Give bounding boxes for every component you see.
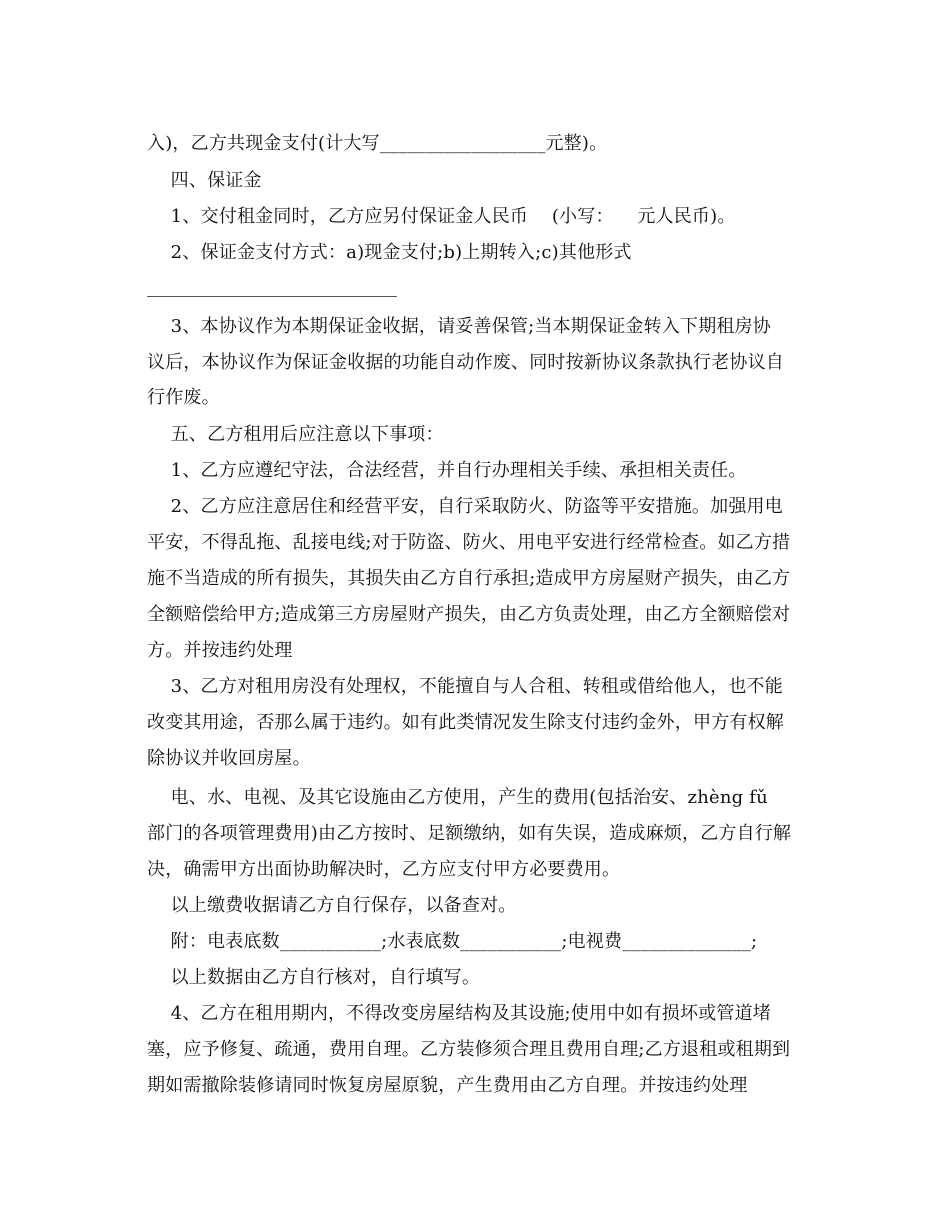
text-line: 1、交付租金同时，乙方应另付保证金人民币 (小写： 元人民币)。 — [147, 206, 736, 227]
text-line: 平安，不得乱拖、乱接电线;对于防盗、防火、用电平安进行经常检查。如乙方措 — [147, 532, 791, 553]
text-line: 塞，应予修复、疏通，费用自理。乙方装修须合理且费用自理;乙方退租或租期到 — [147, 1039, 791, 1060]
text-line: 以上缴费收据请乙方自行保存，以备查对。 — [147, 895, 517, 916]
text-line: 入)，乙方共现金支付(计大写__________________元整)。 — [147, 133, 608, 154]
text-line: 以上数据由乙方自行核对，自行填写。 — [147, 967, 481, 988]
text-line: 电、水、电视、及其它设施由乙方使用，产生的费用(包括治安、zhèng fǔ — [147, 787, 768, 808]
text-line: 附：电表底数___________;水表底数___________;电视费______________; — [147, 931, 758, 952]
text-line: 2、保证金支付方式：a)现金支付;b)上期转入;c)其他形式 — [147, 242, 632, 263]
text-line: 决，确需甲方出面协助解决时，乙方应支付甲方必要费用。 — [147, 859, 621, 880]
text-line: 2、乙方应注意居住和经营平安，自行采取防火、防盗等平安措施。加强用电 — [147, 496, 783, 517]
text-line: 施不当造成的所有损失，其损失由乙方自行承担;造成甲方房屋财产损失，由乙方 — [147, 568, 791, 589]
text-line: 4、乙方在租用期内，不得改变房屋结构及其设施;使用中如有损坏或管道堵 — [147, 1003, 771, 1024]
text-line: 方。并按违约处理 — [147, 640, 293, 661]
text-line: 部门的各项管理费用)由乙方按时、足额缴纳，如有失误，造成麻烦，乙方自行解 — [147, 823, 792, 844]
text-line: 改变其用途，否那么属于违约。如有此类情况发生除支付违约金外，甲方有权解 — [147, 712, 784, 733]
text-line: 1、乙方应遵纪守法，合法经营，并自行办理相关手续、承担相关责任。 — [147, 460, 747, 481]
text-line: 3、本协议作为本期保证金收据，请妥善保管;当本期保证金转入下期租房协 — [147, 316, 771, 337]
blank-fill-line — [147, 296, 397, 297]
section-heading: 四、保证金 — [147, 170, 262, 191]
text-line: 议后，本协议作为保证金收据的功能自动作废、同时按新协议条款执行老协议自 — [147, 352, 784, 373]
text-line: 全额赔偿给甲方;造成第三方房屋财产损失，由乙方负责处理，由乙方全额赔偿对 — [147, 604, 791, 625]
text-line: 3、乙方对租用房没有处理权，不能擅自与人合租、转租或借给他人，也不能 — [147, 676, 783, 697]
text-line: 期如需撤除装修请同时恢复房屋原貌，产生费用由乙方自理。并按违约处理 — [147, 1075, 748, 1096]
text-line: 除协议并收回房屋。 — [147, 748, 311, 769]
text-line: 行作废。 — [147, 387, 220, 408]
section-heading: 五、乙方租用后应注意以下事项： — [147, 424, 444, 445]
